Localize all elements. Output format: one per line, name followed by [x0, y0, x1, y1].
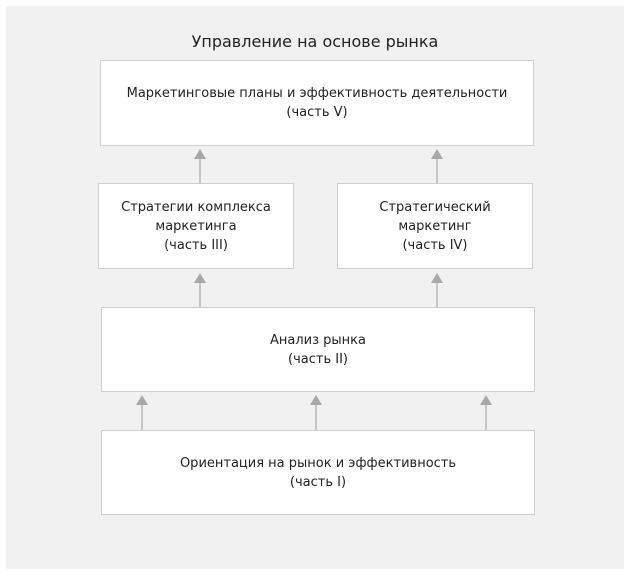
box-strategic-line3: (часть IV) — [402, 237, 468, 253]
box-market-analysis — [101, 307, 535, 392]
box-mix-strategy-line3: (часть III) — [164, 237, 228, 253]
box-market-analysis-line2: (часть II) — [288, 351, 348, 367]
box-orientation-line2: (часть I) — [289, 474, 347, 490]
box-strategic-line1: Стратегический — [379, 199, 491, 215]
box-mix-strategy — [98, 183, 294, 269]
box-orientation-line1: Ориентация на рынок и эффективность — [179, 455, 457, 471]
box-strategic-line2: маркетинг — [398, 218, 472, 234]
box-mix-strategy-line2: маркетинга — [155, 218, 237, 234]
box-mix-strategy-line1: Стратегии комплекса — [121, 199, 271, 215]
box-strategic-marketing — [337, 183, 533, 269]
box-marketing-plans-line2: (часть V) — [286, 105, 348, 120]
diagram-title: Управление на основе рынка — [191, 32, 439, 51]
box-market-orientation — [101, 430, 535, 515]
box-marketing-plans — [100, 60, 534, 146]
box-marketing-plans-line1: Маркетинговые планы и эффективность деятельности — [126, 86, 508, 101]
box-market-analysis-line1: Анализ рынка — [270, 332, 366, 348]
